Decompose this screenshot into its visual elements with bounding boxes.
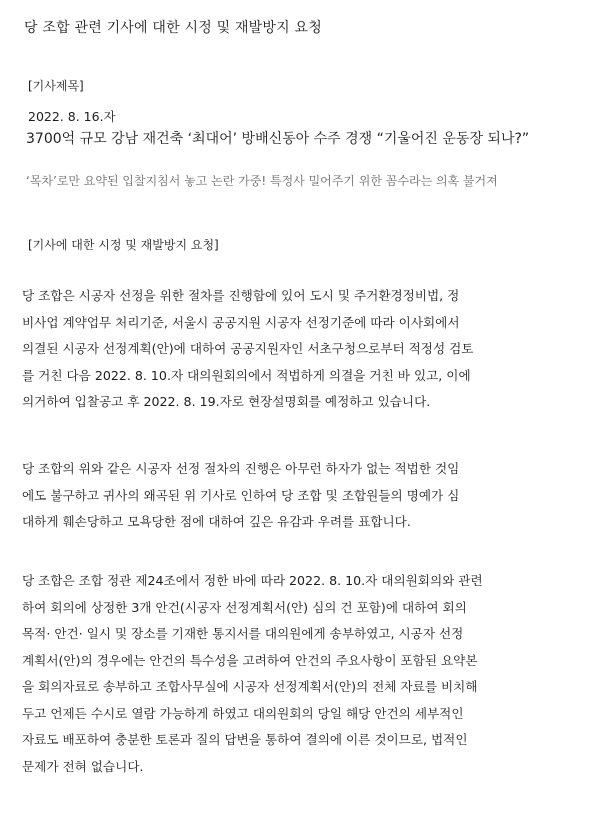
article-subheadline: ‘목차’로만 요약된 입찰지침서 놓고 논란 가중! 특정사 밀어주기 위한 꼼수라는 의혹 불거져 — [26, 174, 498, 188]
paragraph-line: 의결된 시공자 선정계획(안)에 대하여 공공지원자인 서초구청으로부터 적정성 검토 — [22, 341, 474, 356]
paragraph-3 — [22, 568, 578, 780]
article-headline: 3700억 규모 강남 재건축 ‘최대어’ 방배신동아 수주 경쟁 “기울어진 운동장 되나?” — [26, 131, 530, 147]
request-section-label: [기사에 대한 시정 및 재발방지 요청] — [28, 238, 219, 252]
paragraph-line: 비사업 계약업무 처리기준, 서울시 공공지원 시공자 선정기준에 따라 이사회에서 — [22, 314, 460, 330]
paragraph-line: 당 조합의 위와 같은 시공자 선정 절차의 진행은 아무런 하자가 없는 적법한 것임 — [22, 461, 460, 476]
paragraph-line: 에도 불구하고 귀사의 왜곡된 위 기사로 인하여 당 조합 및 조합원들의 명예가 심 — [22, 487, 460, 503]
paragraph-line: 의거하여 입찰공고 후 2022. 8. 19.자로 현장설명회를 예정하고 있습니다. — [22, 394, 431, 409]
paragraph-line: 목적· 안건· 일시 및 장소를 기재한 통지서를 대의원에게 송부하였고, 시공자 선정 — [22, 626, 464, 641]
paragraph-line: 문제가 전혀 없습니다. — [22, 758, 144, 774]
paragraph-line: 대하게 훼손당하고 모욕당한 점에 대하여 깊은 유감과 우려를 표합니다. — [22, 514, 411, 529]
paragraph-line: 당 조합은 시공자 선정을 위한 절차를 진행함에 있어 도시 및 주거환경정비법, 정 — [22, 288, 460, 303]
paragraph-line: 두고 언제든 수시로 열람 가능하게 하였고 대의원회의 당일 해당 안건의 세부적인 — [22, 705, 464, 721]
paragraph-line: 자료도 배포하여 충분한 토론과 질의 답변을 통하여 결의에 이른 것이므로, 법적인 — [22, 732, 468, 747]
paragraph-1 — [22, 283, 578, 416]
paragraph-line: 을 회의자료로 송부하고 조합사무실에 시공자 선정계획서(안)의 전체 자료를 비치해 — [22, 679, 478, 694]
paragraph-line: 계획서(안)의 경우에는 안건의 특수성을 고려하여 안건의 주요사항이 포함된 요약본 — [22, 652, 478, 668]
paragraph-line: 하여 회의에 상정한 3개 안건(시공자 선정계획서(안) 심의 건 포함)에 대하여 회의 — [22, 599, 467, 615]
paragraph-line: 당 조합은 조합 정관 제24조에서 정한 바에 따라 2022. 8. 10.자 대의원회의와 관련 — [22, 573, 483, 588]
paragraph-line: 를 거친 다음 2022. 8. 10.자 대의원회의에서 적법하게 의결을 거친 바 있고, 이에 — [22, 367, 471, 383]
document-title: 당 조합 관련 기사에 대한 시정 및 재발방지 요청 — [24, 20, 322, 36]
article-date: 2022. 8. 16.자 — [28, 109, 116, 124]
paragraph-2 — [22, 456, 578, 536]
article-section-label: [기사제목] — [28, 79, 84, 93]
